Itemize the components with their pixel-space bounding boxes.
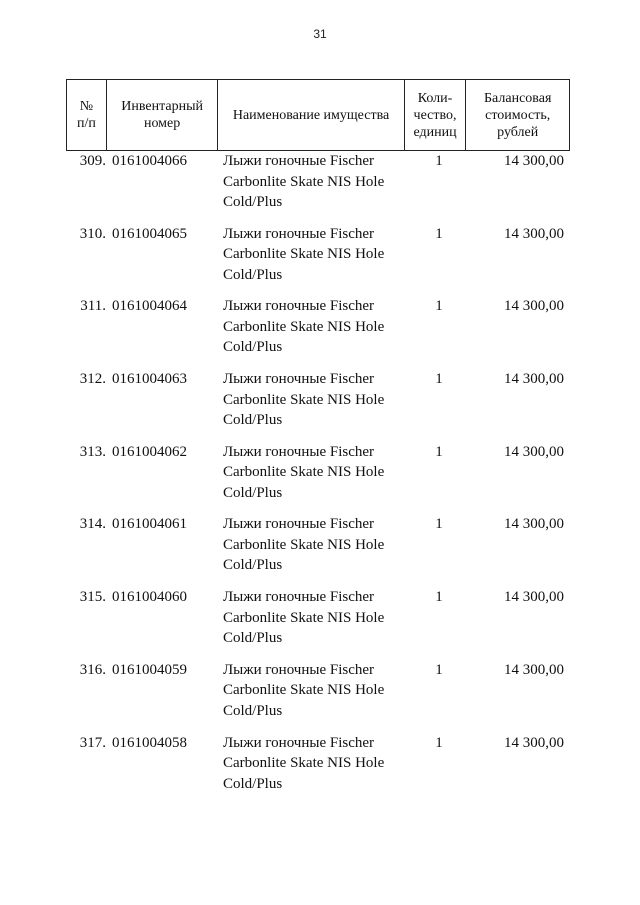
row-inventory-number: 0161004062 bbox=[112, 443, 187, 460]
header-name bbox=[218, 80, 404, 150]
row-quantity: 1 bbox=[435, 589, 443, 606]
header-inventory-line: номер bbox=[143, 116, 181, 131]
table-row bbox=[0, 369, 640, 442]
header-number-line: № bbox=[79, 99, 94, 114]
header-quantity-line: Коли- bbox=[417, 90, 453, 106]
row-quantity: 1 bbox=[435, 298, 443, 315]
row-item-name: Лыжи гоночные Fischer Carbonlite Skate NIS Hole Cold/Plus bbox=[223, 589, 385, 647]
table-row bbox=[0, 224, 640, 297]
row-inventory-number: 0161004058 bbox=[112, 734, 187, 751]
row-item-name: Лыжи гоночные Fischer Carbonlite Skate NIS Hole Cold/Plus bbox=[223, 516, 385, 574]
row-quantity: 1 bbox=[435, 225, 443, 242]
row-quantity: 1 bbox=[435, 443, 443, 460]
row-item-name: Лыжи гоночные Fischer Carbonlite Skate NIS Hole Cold/Plus bbox=[223, 298, 385, 356]
table-row bbox=[0, 660, 640, 733]
row-number: 315. bbox=[79, 589, 106, 606]
header-value-line: рублей bbox=[497, 124, 539, 140]
row-number: 313. bbox=[79, 443, 106, 460]
row-number: 317. bbox=[79, 734, 106, 751]
row-inventory-number: 0161004061 bbox=[112, 516, 187, 533]
table-row bbox=[0, 587, 640, 660]
row-item-name: Лыжи гоночные Fischer Carbonlite Skate NIS Hole Cold/Plus bbox=[223, 153, 385, 210]
row-value: 14 300,00 bbox=[504, 371, 564, 388]
row-inventory-number: 0161004065 bbox=[112, 225, 187, 242]
row-number: 312. bbox=[79, 371, 106, 388]
row-number: 309. bbox=[79, 153, 106, 169]
header-inventory-line: Инвентарный bbox=[121, 99, 203, 114]
row-quantity: 1 bbox=[435, 661, 443, 678]
row-item-name: Лыжи гоночные Fischer Carbonlite Skate NIS Hole Cold/Plus bbox=[223, 443, 385, 501]
row-item-name: Лыжи гоночные Fischer Carbonlite Skate NIS Hole Cold/Plus bbox=[223, 225, 385, 283]
row-quantity: 1 bbox=[435, 516, 443, 533]
row-number: 316. bbox=[79, 661, 106, 678]
header-quantity-line: единиц bbox=[413, 124, 457, 140]
header-quantity bbox=[405, 80, 467, 150]
table-row bbox=[0, 296, 640, 369]
table-body bbox=[0, 151, 640, 805]
row-item-name: Лыжи гоночные Fischer Carbonlite Skate NIS Hole Cold/Plus bbox=[223, 371, 385, 429]
header-quantity-line: чество, bbox=[413, 107, 457, 123]
header-number bbox=[67, 80, 107, 150]
row-value: 14 300,00 bbox=[504, 661, 564, 678]
header-value bbox=[466, 80, 569, 150]
row-value: 14 300,00 bbox=[504, 443, 564, 460]
row-inventory-number: 0161004059 bbox=[112, 661, 187, 678]
row-inventory-number: 0161004066 bbox=[112, 153, 187, 169]
row-value: 14 300,00 bbox=[504, 298, 564, 315]
table-row bbox=[0, 442, 640, 515]
header-number-line: п/п bbox=[76, 116, 96, 131]
row-value: 14 300,00 bbox=[504, 225, 564, 242]
row-inventory-number: 0161004063 bbox=[112, 371, 187, 388]
row-inventory-number: 0161004060 bbox=[112, 589, 187, 606]
row-number: 310. bbox=[79, 225, 106, 242]
header-value-line: Балансовая bbox=[484, 90, 552, 106]
table-row bbox=[0, 151, 640, 224]
row-value: 14 300,00 bbox=[504, 516, 564, 533]
header-inventory bbox=[107, 80, 219, 150]
page-number: 31 bbox=[313, 27, 327, 41]
header-name-line: Наименование имущества bbox=[232, 107, 390, 123]
row-quantity: 1 bbox=[435, 371, 443, 388]
table-row bbox=[0, 733, 640, 806]
row-quantity: 1 bbox=[435, 153, 443, 169]
row-value: 14 300,00 bbox=[504, 589, 564, 606]
row-item-name: Лыжи гоночные Fischer Carbonlite Skate NIS Hole Cold/Plus bbox=[223, 661, 385, 719]
row-quantity: 1 bbox=[435, 734, 443, 751]
row-number: 311. bbox=[80, 298, 106, 315]
row-inventory-number: 0161004064 bbox=[112, 298, 187, 315]
table-header bbox=[66, 79, 570, 151]
row-value: 14 300,00 bbox=[504, 734, 564, 751]
row-item-name: Лыжи гоночные Fischer Carbonlite Skate NIS Hole Cold/Plus bbox=[223, 734, 385, 792]
row-number: 314. bbox=[79, 516, 106, 533]
table-row bbox=[0, 514, 640, 587]
header-value-line: стоимость, bbox=[485, 107, 551, 123]
row-value: 14 300,00 bbox=[504, 153, 564, 169]
